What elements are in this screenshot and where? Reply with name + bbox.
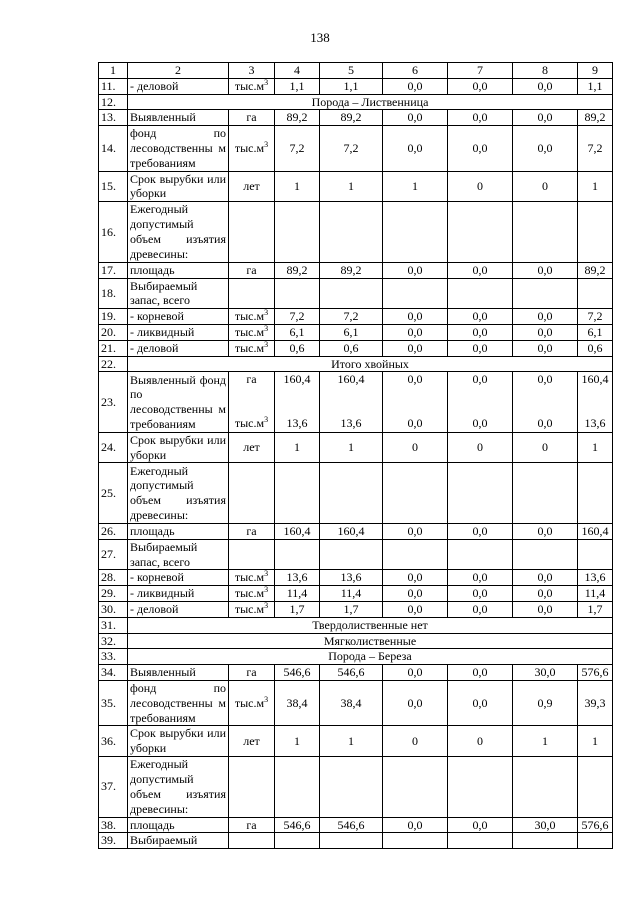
table-row: [99, 278, 613, 309]
cell-value: 0,0: [407, 416, 423, 431]
indicator-name: Срок вырубки или уборки: [128, 726, 229, 757]
value-cell: 0,0: [383, 665, 448, 681]
value-cell: 0,0: [448, 817, 513, 833]
unit-cell: $тыс.м^3$: [229, 570, 275, 586]
value-cell: 39,3: [578, 680, 613, 726]
value-cell: 30,0: [513, 817, 578, 833]
value-cell: [320, 463, 383, 524]
table-row: [99, 680, 613, 726]
value-cell: [275, 372, 320, 433]
value-cell: 0,0: [383, 78, 448, 94]
value-cell: [275, 833, 320, 849]
unit-cell: га: [229, 110, 275, 126]
value-cell: 1,1: [275, 78, 320, 94]
value-cell: 160,4: [578, 523, 613, 539]
table-row: [99, 817, 613, 833]
table-row: [99, 726, 613, 757]
value-cell: [578, 202, 613, 263]
cell-value: 160,4: [337, 372, 365, 387]
row-number: 20.: [99, 324, 128, 340]
table-row: [99, 372, 613, 433]
value-cell: [578, 539, 613, 570]
unit-cell: га: [229, 817, 275, 833]
value-cell: 0,0: [513, 523, 578, 539]
value-cell: [448, 757, 513, 818]
indicator-name: - деловой: [128, 78, 229, 94]
value-cell: 89,2: [578, 110, 613, 126]
value-cell: 89,2: [320, 110, 383, 126]
table-row: [99, 356, 613, 372]
row-number: 11.: [99, 78, 128, 94]
value-cell: [578, 833, 613, 849]
table-row: [99, 833, 613, 849]
unit-cell: [229, 833, 275, 849]
value-cell: [448, 463, 513, 524]
column-number-cell: 3: [229, 63, 275, 79]
value-cell: 160,4: [320, 523, 383, 539]
row-number: 12.: [99, 94, 128, 110]
table-row: [99, 665, 613, 681]
table-row: [99, 126, 613, 172]
value-cell: [513, 539, 578, 570]
cell-value: 0,0: [537, 372, 553, 387]
value-cell: [578, 463, 613, 524]
value-cell: [383, 372, 448, 433]
value-cell: 6,1: [320, 324, 383, 340]
table-row: [99, 94, 613, 110]
unit-cell: $тыс.м^3$: [229, 78, 275, 94]
indicator-name: Выбираемый: [128, 833, 229, 849]
value-cell: [448, 539, 513, 570]
row-number: 39.: [99, 833, 128, 849]
table-row: [99, 757, 613, 818]
row-number: 26.: [99, 523, 128, 539]
indicator-name: - корневой: [128, 309, 229, 325]
section-heading: Порода – Лиственница: [128, 94, 613, 110]
value-cell: 0: [448, 432, 513, 463]
value-cell: [448, 833, 513, 849]
value-cell: 0: [383, 432, 448, 463]
value-cell: [320, 278, 383, 309]
value-cell: 0,0: [383, 570, 448, 586]
table-row: [99, 110, 613, 126]
value-cell: [578, 372, 613, 433]
value-cell: [513, 833, 578, 849]
indicator-name: Срок вырубки или уборки: [128, 171, 229, 202]
row-number: 19.: [99, 309, 128, 325]
row-number: 22.: [99, 356, 128, 372]
value-cell: 0,0: [383, 523, 448, 539]
cell-value: 0,0: [407, 372, 423, 387]
row-number: 33.: [99, 649, 128, 665]
value-cell: 0,0: [513, 340, 578, 356]
unit-superscript: 3: [264, 140, 269, 150]
row-number: 14.: [99, 126, 128, 172]
value-cell: 576,6: [578, 817, 613, 833]
value-cell: 0,0: [383, 126, 448, 172]
unit-superscript: 3: [264, 694, 269, 704]
table-row: [99, 523, 613, 539]
cell-value: 13,6: [340, 416, 362, 431]
value-cell: 38,4: [275, 680, 320, 726]
value-cell: [320, 757, 383, 818]
table-row: [99, 539, 613, 570]
page-number: 138: [310, 30, 330, 45]
value-cell: 0,0: [383, 817, 448, 833]
row-number: 37.: [99, 757, 128, 818]
value-cell: 0: [448, 171, 513, 202]
cell-value: 160,4: [283, 372, 311, 387]
value-cell: 1: [513, 726, 578, 757]
unit-cell: [229, 757, 275, 818]
value-cell: 0,0: [383, 340, 448, 356]
value-cell: 0,0: [383, 601, 448, 617]
cell-value: 160,4: [581, 372, 609, 387]
table-row: [99, 586, 613, 602]
cell-value: 0,0: [537, 416, 553, 431]
table-row: [99, 649, 613, 665]
indicator-name: - деловой: [128, 340, 229, 356]
value-cell: [448, 202, 513, 263]
unit-superscript: 3: [264, 308, 269, 318]
value-cell: [320, 372, 383, 433]
value-cell: [320, 833, 383, 849]
value-cell: 0,6: [320, 340, 383, 356]
section-heading: Порода – Береза: [128, 649, 613, 665]
value-cell: 1,7: [320, 601, 383, 617]
row-number: 17.: [99, 262, 128, 278]
row-number: 30.: [99, 601, 128, 617]
row-number: 36.: [99, 726, 128, 757]
value-cell: 11,4: [275, 586, 320, 602]
unit-cell: [229, 278, 275, 309]
section-heading: Мягколиственные: [128, 633, 613, 649]
value-cell: 0,0: [513, 309, 578, 325]
unit-cell: [229, 539, 275, 570]
value-cell: 0,0: [448, 110, 513, 126]
value-cell: 13,6: [320, 570, 383, 586]
value-cell: 7,2: [578, 126, 613, 172]
value-cell: 89,2: [578, 262, 613, 278]
row-number: 38.: [99, 817, 128, 833]
indicator-name: фонд по лесоводственны м требованиям: [128, 680, 229, 726]
value-cell: 1: [578, 726, 613, 757]
value-cell: [513, 463, 578, 524]
value-cell: 11,4: [320, 586, 383, 602]
value-cell: 7,2: [578, 309, 613, 325]
unit-superscript: 3: [264, 601, 269, 610]
value-cell: 0,0: [513, 601, 578, 617]
value-cell: [275, 202, 320, 263]
row-number: 16.: [99, 202, 128, 263]
value-cell: 0,0: [448, 262, 513, 278]
section-heading: Твердолиственные нет: [128, 617, 613, 633]
value-cell: 1,1: [320, 78, 383, 94]
table-row: [99, 601, 613, 617]
value-cell: 1: [320, 171, 383, 202]
unit-cell: $тыс.м^3$: [229, 324, 275, 340]
value-cell: 576,6: [578, 665, 613, 681]
unit-superscript: 3: [264, 340, 269, 349]
value-cell: 1: [320, 726, 383, 757]
value-cell: 0,0: [513, 586, 578, 602]
value-cell: 0,0: [383, 110, 448, 126]
value-cell: [578, 757, 613, 818]
value-cell: 546,6: [275, 817, 320, 833]
value-cell: 1: [578, 432, 613, 463]
indicator-name: Ежегодный допустимый объем изъятия древесины:: [128, 757, 229, 818]
table-row: [99, 78, 613, 94]
value-cell: 30,0: [513, 665, 578, 681]
indicator-name: - деловой: [128, 601, 229, 617]
value-cell: 7,2: [275, 309, 320, 325]
value-cell: 0,0: [448, 586, 513, 602]
value-cell: [275, 539, 320, 570]
row-number: 28.: [99, 570, 128, 586]
value-cell: 89,2: [275, 262, 320, 278]
value-cell: 0,0: [513, 570, 578, 586]
value-cell: 0,6: [578, 340, 613, 356]
value-cell: 546,6: [320, 665, 383, 681]
indicator-name: Выявленный: [128, 110, 229, 126]
unit-superscript: 3: [264, 585, 269, 595]
row-number: 13.: [99, 110, 128, 126]
unit-superscript: 3: [264, 324, 269, 333]
row-number: 15.: [99, 171, 128, 202]
value-cell: 0,0: [513, 324, 578, 340]
value-cell: 0,0: [383, 680, 448, 726]
value-cell: [383, 278, 448, 309]
value-cell: 160,4: [275, 523, 320, 539]
table-row: [99, 463, 613, 524]
value-cell: 1: [578, 171, 613, 202]
unit-cell: лет: [229, 171, 275, 202]
unit-cell: га: [229, 665, 275, 681]
unit-superscript: 3: [264, 78, 269, 87]
column-number-cell: 1: [99, 63, 128, 79]
value-cell: 0,0: [448, 340, 513, 356]
indicator-name: фонд по лесоводственны м требованиям: [128, 126, 229, 172]
row-number: 23.: [99, 372, 128, 433]
value-cell: 11,4: [578, 586, 613, 602]
value-cell: 1: [275, 726, 320, 757]
table-row: [99, 617, 613, 633]
value-cell: [320, 539, 383, 570]
value-cell: 0,0: [448, 309, 513, 325]
indicator-name: - ликвидный: [128, 586, 229, 602]
value-cell: 89,2: [320, 262, 383, 278]
value-cell: 0,0: [513, 78, 578, 94]
unit-cell: [229, 202, 275, 263]
value-cell: [383, 757, 448, 818]
value-cell: 0,6: [275, 340, 320, 356]
value-cell: 0,0: [448, 665, 513, 681]
table-row: [99, 309, 613, 325]
value-cell: 0,0: [448, 601, 513, 617]
value-cell: 0,0: [513, 126, 578, 172]
unit-cell: $тыс.м^3$: [229, 680, 275, 726]
cell-value: 13,6: [286, 416, 308, 431]
indicator-name: площадь: [128, 523, 229, 539]
row-number: 27.: [99, 539, 128, 570]
value-cell: 0,0: [383, 309, 448, 325]
unit-cell: $тыс.м^3$: [229, 340, 275, 356]
value-cell: [383, 202, 448, 263]
value-cell: 546,6: [275, 665, 320, 681]
value-cell: 0,0: [448, 126, 513, 172]
unit-value: га: [246, 372, 257, 387]
value-cell: 0: [383, 726, 448, 757]
value-cell: 1,1: [578, 78, 613, 94]
column-number-cell: 7: [448, 63, 513, 79]
table-row: [99, 324, 613, 340]
value-cell: 13,6: [275, 570, 320, 586]
row-number: 31.: [99, 617, 128, 633]
value-cell: 13,6: [578, 570, 613, 586]
indicator-name: Выявленный фонд по лесоводственны м требованиям: [128, 372, 229, 433]
unit-cell: [229, 372, 275, 433]
forest-resource-table: [98, 62, 613, 849]
value-cell: 0,0: [383, 262, 448, 278]
value-cell: [513, 278, 578, 309]
unit-cell: лет: [229, 726, 275, 757]
value-cell: [448, 372, 513, 433]
value-cell: 0,9: [513, 680, 578, 726]
cell-value: 0,0: [472, 372, 488, 387]
indicator-name: Ежегодный допустимый объем изъятия древесины:: [128, 202, 229, 263]
value-cell: 0,0: [383, 586, 448, 602]
table-row: [99, 570, 613, 586]
indicator-name: - ликвидный: [128, 324, 229, 340]
value-cell: 0,0: [513, 262, 578, 278]
unit-cell: $тыс.м^3$: [229, 309, 275, 325]
column-number-cell: 9: [578, 63, 613, 79]
value-cell: 1,7: [275, 601, 320, 617]
value-cell: 1,7: [578, 601, 613, 617]
value-cell: [383, 463, 448, 524]
value-cell: 1: [320, 432, 383, 463]
indicator-name: Выявленный: [128, 665, 229, 681]
value-cell: 0,0: [448, 78, 513, 94]
column-number-cell: 2: [128, 63, 229, 79]
row-number: 25.: [99, 463, 128, 524]
row-number: 24.: [99, 432, 128, 463]
row-number: 21.: [99, 340, 128, 356]
cell-value: 0,0: [472, 416, 488, 431]
column-number-cell: 5: [320, 63, 383, 79]
unit-cell: га: [229, 262, 275, 278]
row-number: 29.: [99, 586, 128, 602]
value-cell: 0: [513, 171, 578, 202]
value-cell: 6,1: [578, 324, 613, 340]
value-cell: 89,2: [275, 110, 320, 126]
value-cell: 0,0: [448, 570, 513, 586]
value-cell: 0,0: [383, 324, 448, 340]
indicator-name: площадь: [128, 262, 229, 278]
column-number-row: [99, 63, 613, 79]
value-cell: [383, 833, 448, 849]
table-row: [99, 340, 613, 356]
value-cell: 7,2: [320, 126, 383, 172]
value-cell: 0,0: [448, 680, 513, 726]
value-cell: [275, 757, 320, 818]
column-number-cell: 6: [383, 63, 448, 79]
value-cell: 0: [513, 432, 578, 463]
table-row: [99, 171, 613, 202]
value-cell: [513, 757, 578, 818]
value-cell: 0,0: [448, 324, 513, 340]
cell-value: 13,6: [584, 416, 606, 431]
indicator-name: - корневой: [128, 570, 229, 586]
value-cell: 0: [448, 726, 513, 757]
table-row: [99, 202, 613, 263]
indicator-name: площадь: [128, 817, 229, 833]
value-cell: [275, 463, 320, 524]
unit-cell: [229, 463, 275, 524]
value-cell: 0,0: [448, 523, 513, 539]
column-number-cell: 8: [513, 63, 578, 79]
value-cell: 0,0: [513, 110, 578, 126]
unit-cell: $тыс.м^3$: [229, 586, 275, 602]
value-cell: 6,1: [275, 324, 320, 340]
value-cell: [578, 278, 613, 309]
table-row: [99, 262, 613, 278]
indicator-name: Выбираемый запас, всего: [128, 278, 229, 309]
row-number: 32.: [99, 633, 128, 649]
value-cell: 1: [275, 432, 320, 463]
row-number: 34.: [99, 665, 128, 681]
table-row: [99, 432, 613, 463]
unit-cell: $тыс.м^3$: [229, 601, 275, 617]
value-cell: 1: [383, 171, 448, 202]
value-cell: 7,2: [320, 309, 383, 325]
value-cell: [513, 372, 578, 433]
value-cell: 7,2: [275, 126, 320, 172]
indicator-name: Ежегодный допустимый объем изъятия древесины:: [128, 463, 229, 524]
unit-cell: $тыс.м^3$: [229, 126, 275, 172]
unit-cell: га: [229, 523, 275, 539]
value-cell: 38,4: [320, 680, 383, 726]
unit-superscript: 3: [264, 415, 269, 425]
value-cell: 546,6: [320, 817, 383, 833]
unit-cell: лет: [229, 432, 275, 463]
value-cell: [320, 202, 383, 263]
section-heading: Итого хвойных: [128, 356, 613, 372]
row-number: 18.: [99, 278, 128, 309]
value-cell: [383, 539, 448, 570]
value-cell: [448, 278, 513, 309]
unit-superscript: 3: [264, 569, 269, 579]
value-cell: [513, 202, 578, 263]
value-cell: [275, 278, 320, 309]
table-row: [99, 633, 613, 649]
unit-value: $тыс.м^3$: [234, 415, 269, 431]
value-cell: 1: [275, 171, 320, 202]
column-number-cell: 4: [275, 63, 320, 79]
row-number: 35.: [99, 680, 128, 726]
indicator-name: Срок вырубки или уборки: [128, 432, 229, 463]
indicator-name: Выбираемый запас, всего: [128, 539, 229, 570]
